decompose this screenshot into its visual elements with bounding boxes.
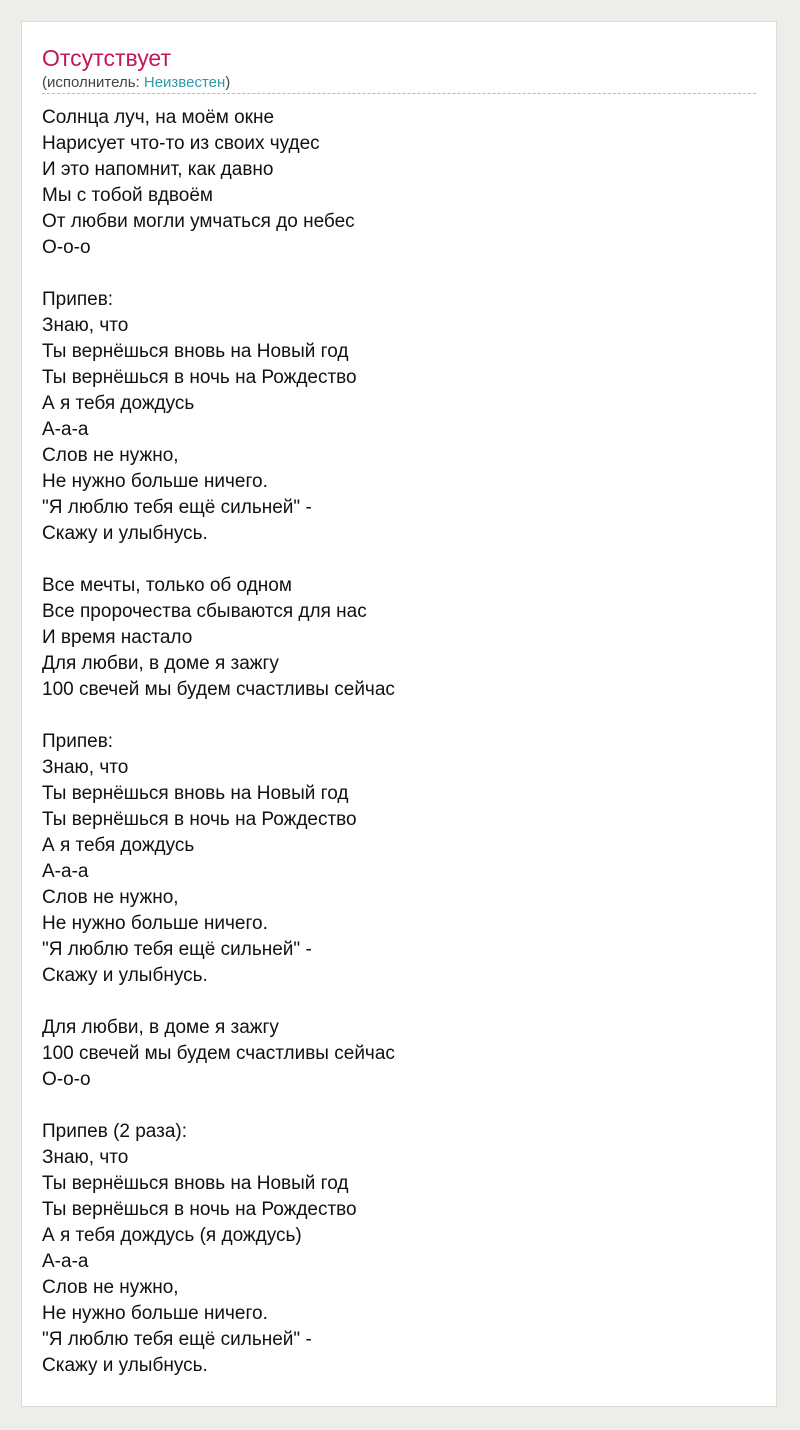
lyric-line: Солнца луч, на моём окне	[42, 107, 275, 128]
lyric-line: "Я люблю тебя ещё сильней" -	[42, 1329, 312, 1350]
lyric-line: А я тебя дождусь	[42, 835, 195, 856]
lyric-line: Мы с тобой вдвоём	[42, 185, 213, 206]
lyric-line: 100 свечей мы будем счастливы сейчас	[42, 679, 395, 700]
lyric-line: 100 свечей мы будем счастливы сейчас	[42, 1043, 395, 1064]
lyric-line: Знаю, что	[42, 1147, 129, 1168]
lyric-line: Все мечты, только об одном	[42, 575, 292, 596]
lyric-line: Припев:	[42, 289, 114, 310]
lyric-line: "Я люблю тебя ещё сильней" -	[42, 497, 312, 518]
lyric-line: Скажу и улыбнусь.	[42, 523, 208, 544]
lyric-line	[42, 1093, 395, 1119]
lyric-line: Припев (2 раза):	[42, 1121, 188, 1142]
lyric-line: А я тебя дождусь	[42, 393, 195, 414]
artist-suffix: )	[225, 74, 231, 91]
lyric-line: А-а-а	[42, 861, 89, 882]
artist-prefix: (исполнитель:	[42, 74, 144, 91]
lyric-line: Ты вернёшься в ночь на Рождество	[42, 1199, 357, 1220]
lyric-line: А-а-а	[42, 419, 89, 440]
artist-line	[42, 73, 230, 93]
lyric-line: И это напомнит, как давно	[42, 159, 274, 180]
artist-link[interactable]: Неизвестен	[143, 74, 226, 91]
lyric-line: Для любви, в доме я зажгу	[42, 653, 279, 674]
lyric-line: Припев:	[42, 731, 114, 752]
lyric-line: Слов не нужно,	[42, 1277, 179, 1298]
lyric-line: "Я люблю тебя ещё сильней" -	[42, 939, 312, 960]
lyric-line: Слов не нужно,	[42, 887, 179, 908]
lyric-line: Не нужно больше ничего.	[42, 471, 268, 492]
lyric-line: Не нужно больше ничего.	[42, 913, 268, 934]
lyrics-card	[21, 21, 777, 1407]
lyric-line: Все пророчества сбываются для нас	[42, 601, 367, 622]
lyric-line	[42, 989, 395, 1015]
lyric-line: Скажу и улыбнусь.	[42, 965, 208, 986]
lyric-line: Ты вернёшься в ночь на Рождество	[42, 367, 357, 388]
lyric-line: О-о-о	[42, 237, 91, 258]
lyric-line: А-а-а	[42, 1251, 89, 1272]
lyric-line: От любви могли умчаться до небес	[42, 211, 355, 232]
lyric-line: А я тебя дождусь (я дождусь)	[42, 1225, 302, 1246]
lyrics-text	[42, 105, 395, 1379]
title-divider	[42, 93, 756, 94]
lyric-line: Ты вернёшься в ночь на Рождество	[42, 809, 357, 830]
lyric-line	[42, 261, 395, 287]
lyric-line	[42, 547, 395, 573]
lyric-line: Ты вернёшься вновь на Новый год	[42, 341, 349, 362]
lyric-line: Для любви, в доме я зажгу	[42, 1017, 279, 1038]
lyric-line: Знаю, что	[42, 315, 129, 336]
lyric-line: Скажу и улыбнусь.	[42, 1355, 208, 1376]
lyric-line: О-о-о	[42, 1069, 91, 1090]
lyric-line: Нарисует что-то из своих чудес	[42, 133, 320, 154]
lyric-line: Ты вернёшься вновь на Новый год	[42, 1173, 349, 1194]
lyric-line: Ты вернёшься вновь на Новый год	[42, 783, 349, 804]
lyric-line: Знаю, что	[42, 757, 129, 778]
lyric-line: Не нужно больше ничего.	[42, 1303, 268, 1324]
lyric-line	[42, 703, 395, 729]
song-title: Отсутствует	[42, 45, 171, 71]
lyric-line: Слов не нужно,	[42, 445, 179, 466]
lyric-line: И время настало	[42, 627, 193, 648]
